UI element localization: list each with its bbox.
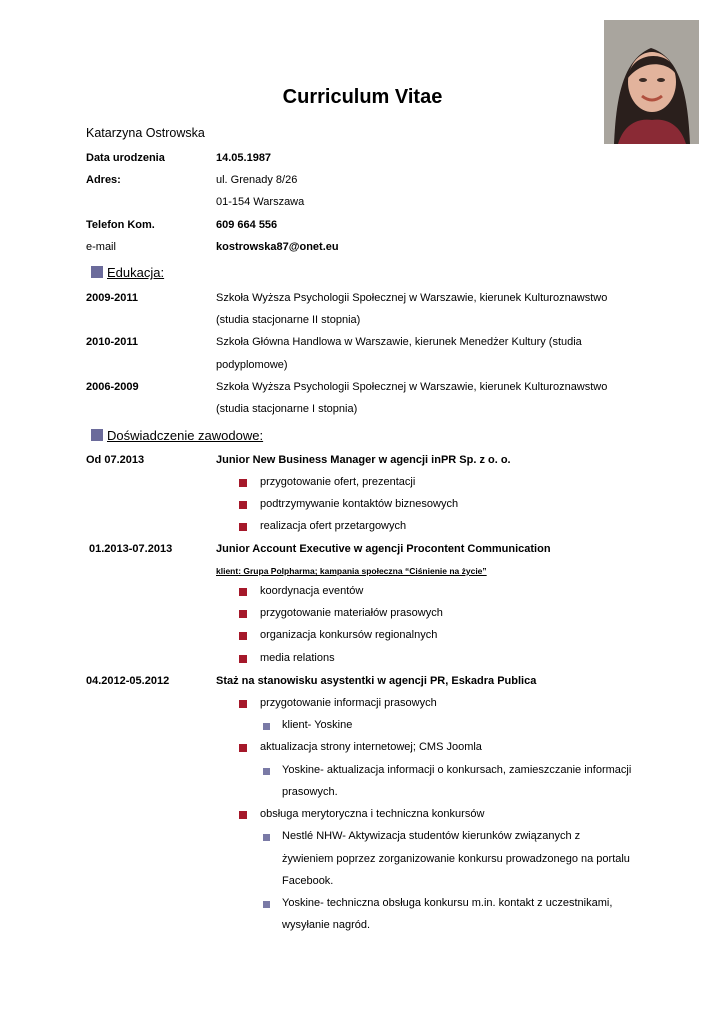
sub-bullet-icon: [263, 723, 270, 730]
education-heading: Edukacja:: [91, 265, 164, 280]
bullet-icon: [239, 744, 247, 752]
sub-bullet-icon: [263, 834, 270, 841]
job-subtask: Yoskine- techniczna obsługa konkursu m.in. kontakt z uczestnikami,: [282, 897, 613, 909]
job-subtask: Nestlé NHW- Aktywizacja studentów kierunków związanych z: [282, 830, 581, 842]
job-task: media relations: [260, 652, 335, 664]
portrait-image: [604, 20, 699, 144]
sub-bullet-icon: [263, 768, 270, 775]
job-task: przygotowanie ofert, prezentacji: [260, 476, 416, 488]
dob-value: 14.05.1987: [216, 152, 272, 164]
dob-label: Data urodzenia: [86, 152, 165, 164]
education-period: 2006-2009: [86, 381, 139, 393]
education-line: podyplomowe): [216, 359, 288, 371]
bullet-icon: [239, 700, 247, 708]
sub-bullet-icon: [263, 901, 270, 908]
job-task: organizacja konkursów regionalnych: [260, 629, 438, 641]
address-line-1: ul. Grenady 8/26: [216, 174, 298, 186]
experience-heading: Doświadczenie zawodowe:: [91, 428, 263, 443]
phone-label: Telefon Kom.: [86, 219, 155, 231]
address-line-2: 01-154 Warszawa: [216, 196, 305, 208]
job-subtask-cont: wysyłanie nagród.: [282, 919, 371, 931]
job-subtask-cont: Facebook.: [282, 875, 334, 887]
section-square-icon: [91, 429, 103, 441]
bullet-icon: [239, 655, 247, 663]
education-line: Szkoła Główna Handlowa w Warszawie, kierunek Menedżer Kultury (studia: [216, 336, 582, 348]
job-period: 04.2012-05.2012: [86, 675, 170, 687]
job-title: Staż na stanowisku asystentki w agencji PR, Eskadra Publica: [216, 675, 537, 687]
job-title: Junior New Business Manager w agencji inPR Sp. z o. o.: [216, 454, 511, 466]
bullet-icon: [239, 811, 247, 819]
education-line: (studia stacjonarne II stopnia): [216, 314, 361, 326]
bullet-icon: [239, 501, 247, 509]
job-title: Junior Account Executive w agencji Procontent Communication: [216, 543, 551, 555]
job-subtask: Yoskine- aktualizacja informacji o konkursach, zamieszczanie informacji: [282, 764, 632, 776]
job-subtask-cont: żywieniem poprzez zorganizowanie konkursu prowadzonego na portalu: [282, 853, 630, 865]
address-label: Adres:: [86, 174, 121, 186]
education-line: Szkoła Wyższa Psychologii Społecznej w Warszawie, kierunek Kulturoznawstwo: [216, 292, 608, 304]
bullet-icon: [239, 479, 247, 487]
job-period: 01.2013-07.2013: [89, 543, 173, 555]
job-task: koordynacja eventów: [260, 585, 364, 597]
job-task: obsługa merytoryczna i techniczna konkursów: [260, 808, 485, 820]
person-name: Katarzyna Ostrowska: [86, 126, 205, 140]
phone-value: 609 664 556: [216, 219, 278, 231]
profile-photo: [604, 20, 699, 144]
bullet-icon: [239, 588, 247, 596]
education-period: 2010-2011: [86, 336, 138, 348]
education-line: (studia stacjonarne I stopnia): [216, 403, 358, 415]
section-square-icon: [91, 266, 103, 278]
job-subtask-cont: prasowych.: [282, 786, 338, 798]
job-client: klient: Grupa Polpharma; kampania społeczna “Ciśnienie na życie”: [216, 566, 487, 576]
page-title: Curriculum Vitae: [282, 86, 443, 108]
job-task: aktualizacja strony internetowej; CMS Joomla: [260, 741, 482, 753]
job-task: podtrzymywanie kontaktów biznesowych: [260, 498, 459, 510]
bullet-icon: [239, 610, 247, 618]
email-value: kostrowska87@onet.eu: [216, 241, 339, 253]
bullet-icon: [239, 523, 247, 531]
education-line: Szkoła Wyższa Psychologii Społecznej w Warszawie, kierunek Kulturoznawstwo: [216, 381, 608, 393]
job-task: przygotowanie materiałów prasowych: [260, 607, 443, 619]
job-task: przygotowanie informacji prasowych: [260, 697, 437, 709]
job-subtask: klient- Yoskine: [282, 719, 353, 731]
bullet-icon: [239, 632, 247, 640]
job-task: realizacja ofert przetargowych: [260, 520, 407, 532]
email-label: e-mail: [86, 241, 116, 253]
education-period: 2009-2011: [86, 292, 138, 304]
job-period: Od 07.2013: [86, 454, 145, 466]
